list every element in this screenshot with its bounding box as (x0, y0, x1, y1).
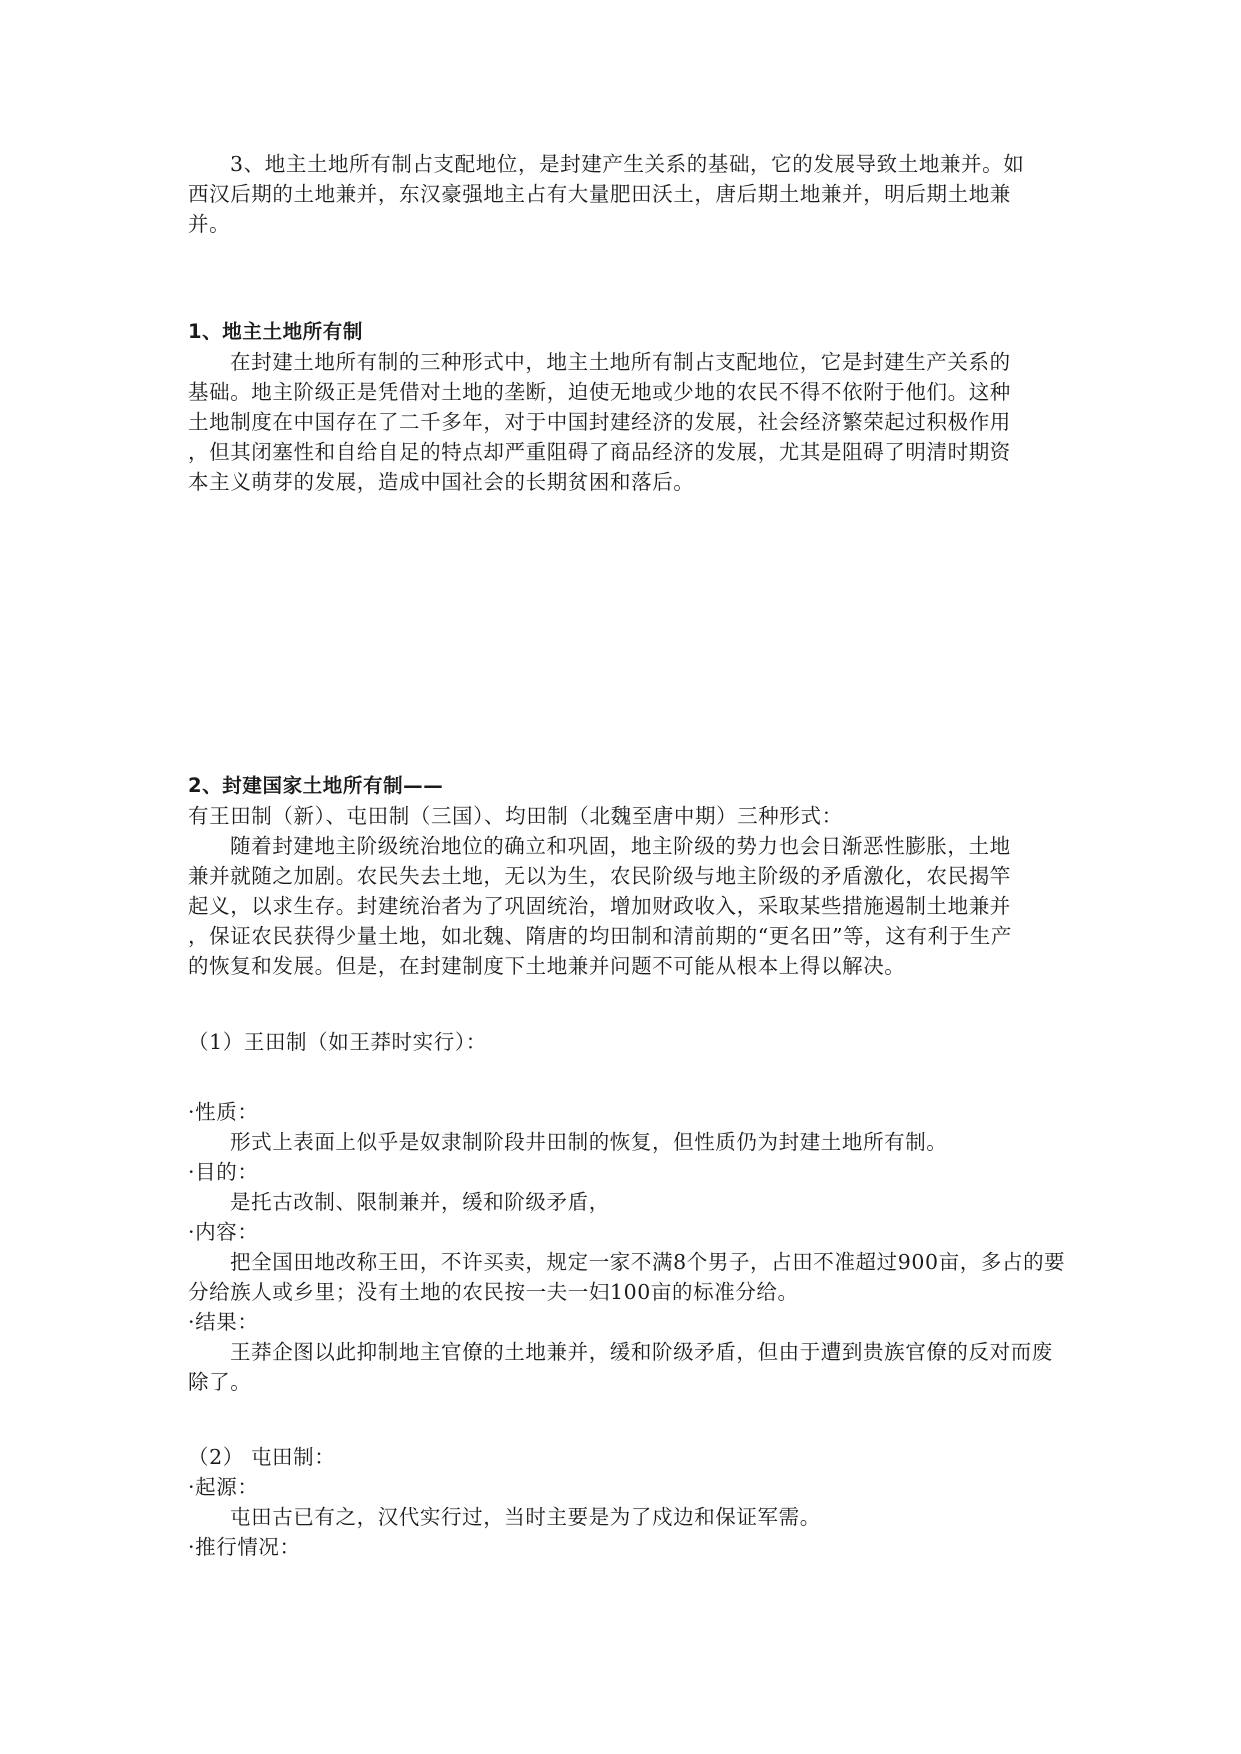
wangtian-content-line-1: 把全国田地改称王田，不许买卖，规定一家不满8个男子，占田不准超过900亩，多占的要 (230, 1250, 1066, 1274)
section2-forms: 有王田制（新）、屯田制（三国）、均田制（北魏至唐中期）三种形式： (188, 804, 843, 828)
tuntian-title: （2） 屯田制： (188, 1445, 336, 1469)
wangtian-content-label: ·内容： (188, 1220, 259, 1244)
wangtian-nature-label: ·性质： (188, 1100, 259, 1124)
wangtian-result-label: ·结果： (188, 1310, 259, 1334)
intro-line-2: 西汉后期的土地兼并，东汉豪强地主占有大量肥田沃土，唐后期土地兼并，明后期土地兼 (188, 182, 1011, 206)
tuntian-origin: 屯田古已有之，汉代实行过，当时主要是为了戍边和保证军需。 (230, 1505, 821, 1529)
wangtian-result-line-2: 除了。 (188, 1370, 252, 1394)
tuntian-progress-label: ·推行情况： (188, 1535, 301, 1559)
intro-line-1: 3、地主土地所有制占支配地位，是封建产生关系的基础，它的发展导致土地兼并。如 (230, 152, 1025, 176)
section1-line-3: 土地制度在中国存在了二千多年，对于中国封建经济的发展，社会经济繁荣起过积极作用 (188, 410, 1011, 434)
section2-line-1: 随着封建地主阶级统治地位的确立和巩固，地主阶级的势力也会日渐恶性膨胀，土地 (230, 834, 1011, 858)
section2-heading: 2、封建国家土地所有制—— (188, 774, 444, 797)
wangtian-purpose-label: ·目的： (188, 1160, 259, 1184)
section2-line-3: 起义，以求生存。封建统治者为了巩固统治，增加财政收入，采取某些措施遏制土地兼并 (188, 894, 1011, 918)
section1-line-5: 本主义萌芽的发展，造成中国社会的长期贫困和落后。 (188, 470, 695, 494)
section2-line-5: 的恢复和发展。但是，在封建制度下土地兼并问题不可能从根本上得以解决。 (188, 954, 906, 978)
section1-heading: 1、地主土地所有制 (188, 320, 363, 343)
section1-line-1: 在封建土地所有制的三种形式中，地主土地所有制占支配地位，它是封建生产关系的 (230, 350, 1011, 374)
wangtian-purpose: 是托古改制、限制兼并，缓和阶级矛盾， (230, 1190, 610, 1214)
section2-line-2: 兼并就随之加剧。农民失去土地，无以为生，农民阶级与地主阶级的矛盾激化，农民揭竿 (188, 864, 1011, 888)
tuntian-origin-label: ·起源： (188, 1475, 259, 1499)
section1-line-4: ，但其闭塞性和自给自足的特点却严重阻碍了商品经济的发展，尤其是阻碍了明清时期资 (188, 440, 1011, 464)
wangtian-result-line-1: 王莽企图以此抑制地主官僚的土地兼并，缓和阶级矛盾，但由于遭到贵族官僚的反对而废 (230, 1340, 1053, 1364)
wangtian-nature: 形式上表面上似乎是奴隶制阶段井田制的恢复，但性质仍为封建土地所有制。 (230, 1130, 948, 1154)
wangtian-title: （1）王田制（如王莽时实行）： (188, 1030, 487, 1054)
section1-line-2: 基础。地主阶级正是凭借对土地的垄断，迫使无地或少地的农民不得不依附于他们。这种 (188, 380, 1011, 404)
intro-line-3: 并。 (188, 212, 231, 236)
section2-line-4: ，保证农民获得少量土地，如北魏、隋唐的均田制和清前期的“更名田”等，这有利于生产 (188, 924, 1012, 948)
wangtian-content-line-2: 分给族人或乡里；没有土地的农民按一夫一妇100亩的标准分给。 (188, 1280, 799, 1304)
